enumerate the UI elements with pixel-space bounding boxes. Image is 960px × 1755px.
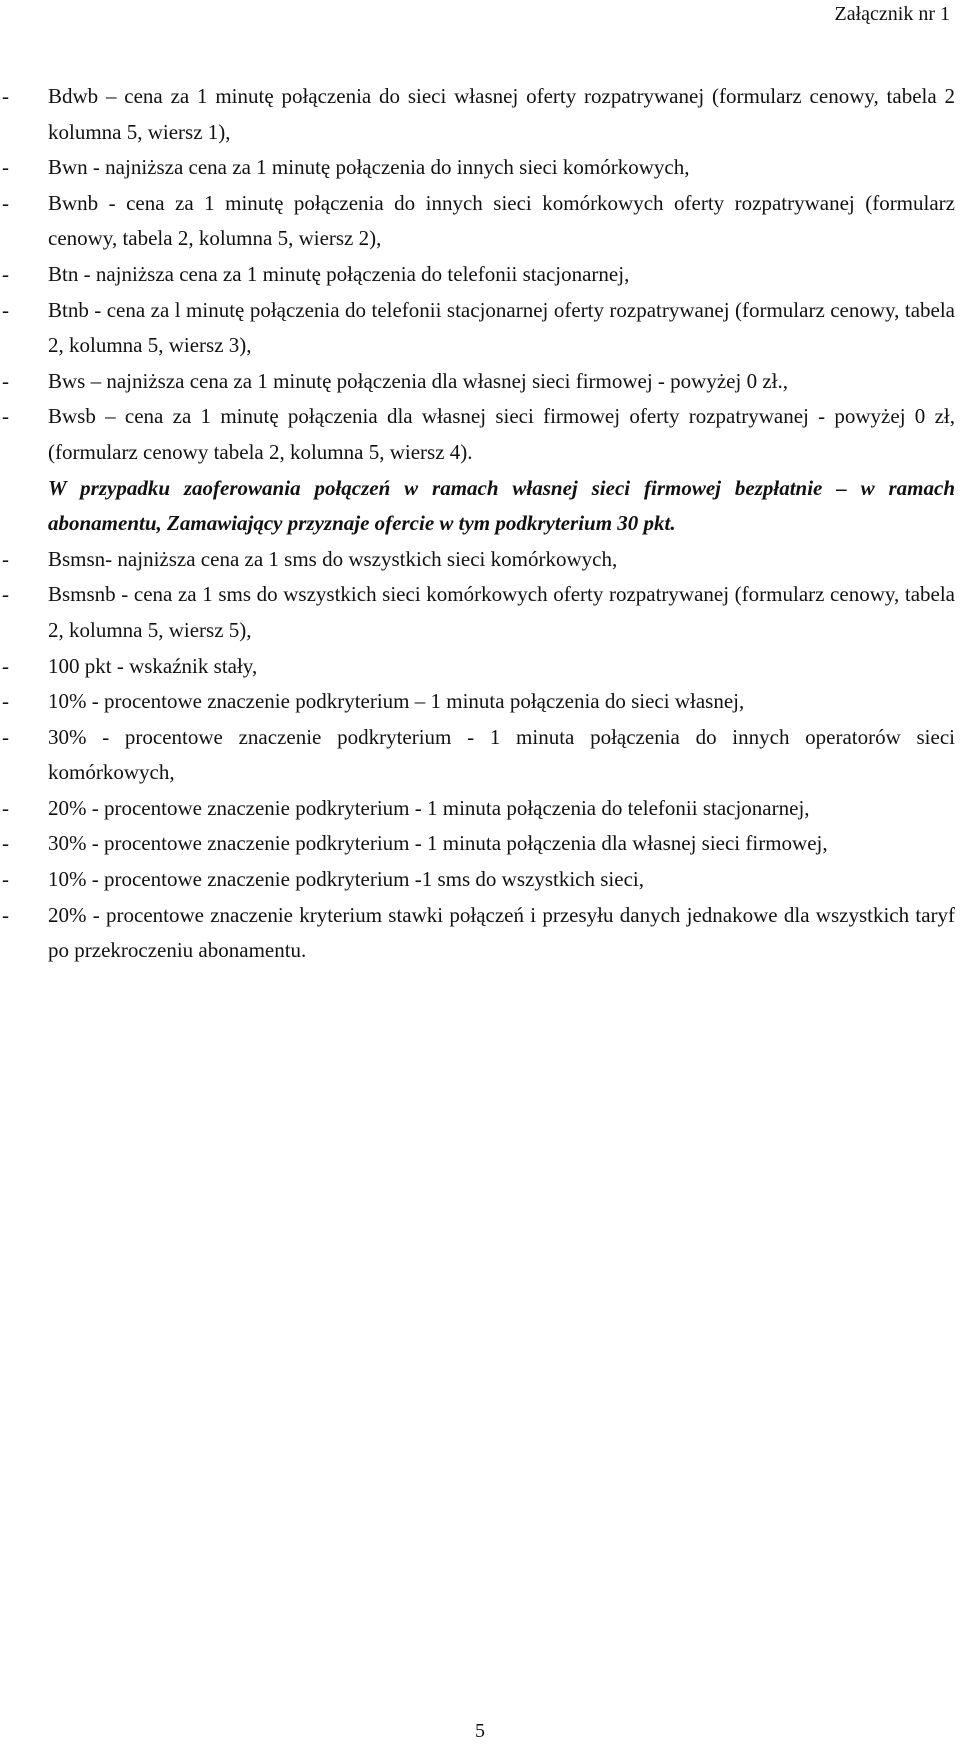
list-dash: - — [2, 190, 9, 215]
list-dash: - — [2, 831, 9, 856]
list-dash: - — [2, 795, 9, 820]
list-item-weight-company-network — [0, 826, 955, 862]
list-dash: - — [2, 155, 9, 180]
list-item-bws — [0, 364, 955, 400]
list-dash: - — [2, 724, 9, 749]
list-dash: - — [2, 653, 9, 678]
list-dash: - — [2, 867, 9, 892]
list-dash: - — [2, 689, 9, 714]
list-item-text: Bws – najniższa cena za 1 minutę połączenia dla własnej sieci firmowej - powyżej 0 zł., — [48, 368, 788, 393]
list-item-text: Bwn - najniższa cena za 1 minutę połączenia do innych sieci komórkowych, — [48, 155, 690, 180]
list-item-constant — [0, 649, 955, 685]
document-body — [0, 79, 955, 969]
list-dash: - — [2, 546, 9, 571]
list-item-bwn — [0, 150, 955, 186]
list-item-text: 100 pkt - wskaźnik stały, — [48, 653, 258, 678]
list-item-text: 10% - procentowe znaczenie podkryterium -1 sms do wszystkich sieci, — [48, 867, 644, 892]
list-item-weight-other-operators — [0, 720, 955, 791]
list-dash: - — [2, 297, 9, 322]
list-item-text: Bwsb – cena za 1 minutę połączenia dla własnej sieci firmowej oferty rozpatrywanej - powyżej 0 zł, (formularz cenowy tabela 2, kolumna 5, wiersz 4). — [48, 404, 955, 464]
list-item-text: 20% - procentowe znaczenie kryterium stawki połączeń i przesyłu danych jednakowe dla wszystkich taryf po przekroczeniu abonamentu. — [48, 902, 955, 963]
attachment-label: Załącznik nr 1 — [834, 3, 950, 25]
list-dash: - — [2, 84, 9, 108]
list-item-weight-rates — [0, 898, 955, 969]
list-item-text: Bsmsnb - cena za 1 sms do wszystkich sieci komórkowych oferty rozpatrywanej (formularz cenowy, tabela 2, kolumna 5, wiersz 5), — [48, 582, 955, 642]
list-item-text: Bsmsn- najniższa cena za 1 sms do wszystkich sieci komórkowych, — [48, 546, 618, 571]
list-item-text: Btnb - cena za l minutę połączenia do telefonii stacjonarnej oferty rozpatrywanej (formularz cenowy, tabela 2, kolumna 5, wiersz 3), — [48, 297, 955, 358]
list-dash: - — [2, 368, 9, 393]
list-item-btnb — [0, 293, 955, 364]
list-item-text: 30% - procentowe znaczenie podkryterium - 1 minuta połączenia dla własnej sieci firmowej, — [48, 831, 828, 856]
list-item-text: 10% - procentowe znaczenie podkryterium – 1 minuta połączenia do sieci własnej, — [48, 689, 745, 714]
list-item-weight-own-network — [0, 684, 955, 720]
list-item-text: Bdwb – cena za 1 minutę połączenia do sieci własnej oferty rozpatrywanej (formularz cenowy, tabela 2 kolumna 5, wiersz 1), — [48, 84, 955, 144]
list-item-weight-landline — [0, 791, 955, 827]
list-item-text: 30% - procentowe znaczenie podkryterium - 1 minuta połączenia do innych operatorów sieci komórkowych, — [48, 724, 955, 785]
list-item-text: Bwnb - cena za 1 minutę połączenia do innych sieci komórkowych oferty rozpatrywanej (formularz cenowy, tabela 2, kolumna 5, wiersz 2), — [48, 190, 955, 251]
list-item-bsmsnb — [0, 577, 955, 648]
list-item-text: 20% - procentowe znaczenie podkryterium - 1 minuta połączenia do telefonii stacjonarnej, — [48, 795, 810, 820]
list-item-bwsb — [0, 399, 955, 470]
list-item-btn — [0, 257, 955, 293]
free-calls-note: W przypadku zaoferowania połączeń w ramach własnej sieci firmowej bezpłatnie – w ramach abonamentu, Zamawiający przyznaje ofercie w tym podkryterium 30 pkt. — [48, 475, 955, 536]
list-item-bdwb — [0, 79, 955, 150]
list-item-text: Btn - najniższa cena za 1 minutę połączenia do telefonii stacjonarnej, — [48, 261, 630, 286]
list-dash: - — [2, 404, 9, 429]
list-dash: - — [2, 582, 9, 607]
list-dash: - — [2, 261, 9, 286]
list-item-bsmsn — [0, 542, 955, 578]
list-dash: - — [2, 902, 9, 927]
list-item-weight-sms — [0, 862, 955, 898]
page-number: 5 — [475, 1720, 485, 1742]
list-item-bwnb — [0, 186, 955, 257]
